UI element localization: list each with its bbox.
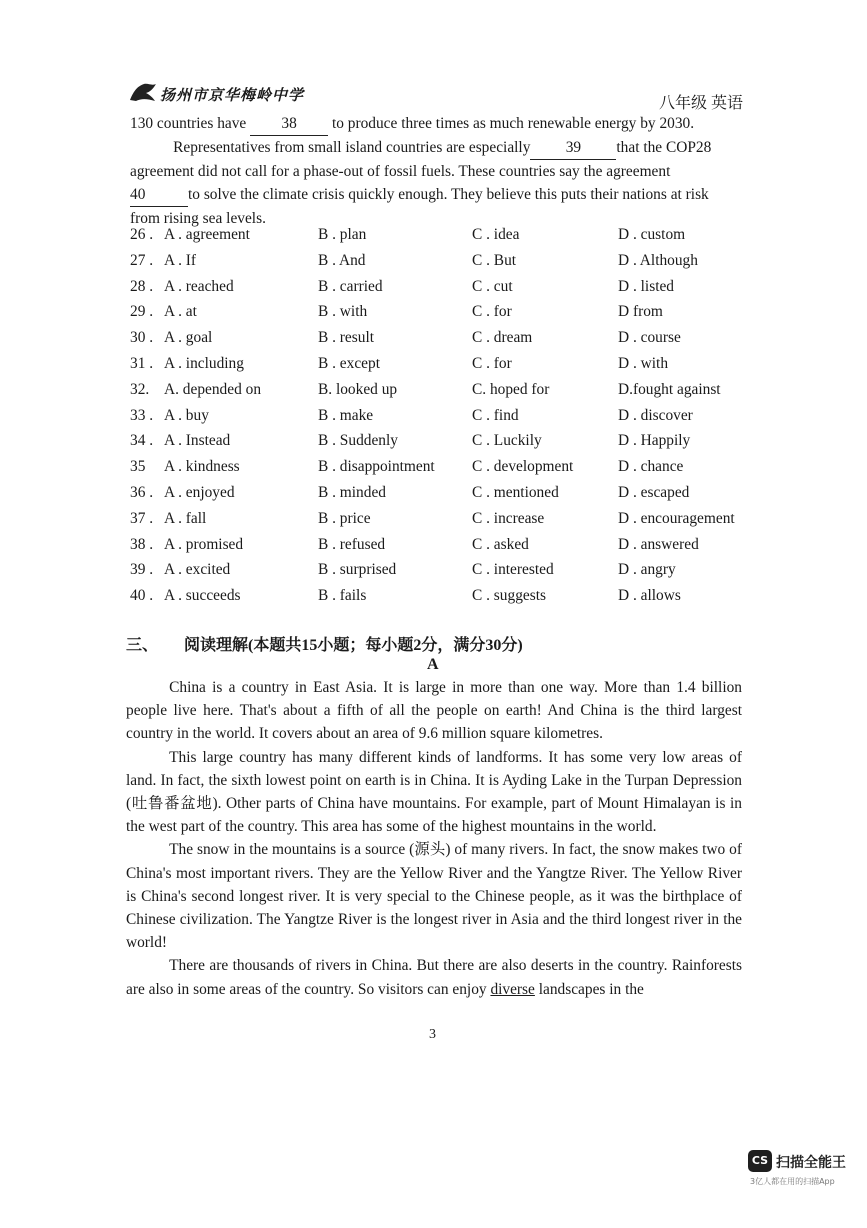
option-b: B . plan xyxy=(318,226,367,243)
option-b: B . surprised xyxy=(318,561,397,579)
option-a: A. depended on xyxy=(164,380,262,398)
question-number: 28 . xyxy=(130,277,154,295)
option-c: C . for xyxy=(472,303,512,321)
section-label: 三、 xyxy=(126,637,159,654)
option-a: A . reached xyxy=(164,277,234,295)
cloze-line-4: 40 to solve the climate crisis quickly enough. They believe this puts their nations at risk xyxy=(130,183,744,207)
cloze-line-2: Representatives from small island countries are especially 39 that the COP28 xyxy=(130,136,744,160)
scanner-name: 扫描全能王 xyxy=(776,1155,846,1171)
option-row xyxy=(130,226,750,252)
option-b: B . price xyxy=(318,509,371,527)
cloze-text xyxy=(130,112,744,230)
option-b: B . make xyxy=(318,406,374,424)
option-d: D . discover xyxy=(618,406,693,424)
option-d: D . with xyxy=(618,354,669,372)
option-row xyxy=(130,355,750,381)
option-d: D . angry xyxy=(618,561,676,579)
option-row xyxy=(130,458,750,484)
cloze-line-3: agreement did not call for a phase-out of fossil fuels. These countries say the agreement xyxy=(130,163,671,180)
option-row xyxy=(130,329,750,355)
option-b: B . fails xyxy=(318,587,367,605)
passage-paragraph-3: The snow in the mountains is a source (源头) of many rivers. In fact, the snow makes two of China's most important rivers. They are the Yellow River and the Yangtze River. The Yellow River is China's second longest river. It is very special to the Chinese people, as it was the birthplace of Chinese civilization. The Yangtze River is the longest river in Asia and the third longest river in the world! xyxy=(126,841,742,952)
option-c: C . for xyxy=(472,354,512,372)
option-d: D . custom xyxy=(618,226,686,243)
option-c: C . idea xyxy=(472,226,520,243)
option-a: A . excited xyxy=(164,561,231,579)
question-number: 33 . xyxy=(130,406,154,424)
grade-subject: 八年级 英语 xyxy=(658,95,743,112)
question-number: 38 . xyxy=(130,535,154,553)
question-number: 30 . xyxy=(130,329,154,347)
question-number: 27 . xyxy=(130,251,154,269)
option-a: A . including xyxy=(164,354,244,372)
option-a: A . If xyxy=(164,251,197,269)
option-d: D . listed xyxy=(618,277,675,295)
question-number: 34 . xyxy=(130,432,154,450)
option-c: C . interested xyxy=(472,561,554,579)
option-c: C . asked xyxy=(472,535,529,553)
option-row xyxy=(130,407,750,433)
question-number: 26 . xyxy=(130,226,154,243)
question-number: 29 . xyxy=(130,303,154,321)
option-c: C . increase xyxy=(472,509,545,527)
option-d: D . answered xyxy=(618,535,699,553)
blank-38: 38 xyxy=(250,112,328,136)
option-row xyxy=(130,484,750,510)
option-row xyxy=(130,278,750,304)
question-number: 32. xyxy=(130,380,150,398)
option-d: D . course xyxy=(618,329,681,347)
scanner-badge-icon: CS xyxy=(748,1150,772,1172)
option-d: D from xyxy=(618,303,663,321)
option-a: A . promised xyxy=(164,535,244,553)
option-a: A . fall xyxy=(164,509,207,527)
passage-paragraph-2: This large country has many different kinds of landforms. It has some very low areas of land. In fact, the sixth lowest point on earth is in China. It is Ayding Lake in the Turpan Depression (吐鲁番盆地). Other parts of China have mountains. For example, part of Mount Himalayan is in the west part of the country. This area has some of the highest mountains in the world. xyxy=(126,748,742,836)
option-row xyxy=(130,561,750,587)
option-c: C . mentioned xyxy=(472,483,559,501)
question-number: 35 xyxy=(130,458,146,476)
option-d: D . Although xyxy=(618,251,698,269)
option-c: C . suggests xyxy=(472,587,546,605)
option-row xyxy=(130,381,750,407)
option-d: D . chance xyxy=(618,458,684,476)
passage-title: A xyxy=(427,656,439,673)
option-row xyxy=(130,536,750,562)
option-a: A . buy xyxy=(164,406,209,424)
option-b: B. looked up xyxy=(318,380,398,398)
blank-39: 39 xyxy=(530,136,616,160)
passage-paragraph-1: China is a country in East Asia. It is large in more than one way. More than 1.4 billion people live here. That's about a fifth of all the people on earth! And China is the third largest country in the world. It covers about an area of 9.6 million square kilometres. xyxy=(126,679,742,743)
option-b: B . Suddenly xyxy=(318,432,398,450)
option-d: D.fought against xyxy=(618,380,721,398)
question-number: 31 . xyxy=(130,354,154,372)
option-a: A . succeeds xyxy=(164,587,241,605)
cloze-line-5: from rising sea levels. xyxy=(130,210,266,227)
option-c: C . cut xyxy=(472,277,513,295)
option-c: C . But xyxy=(472,251,517,269)
option-b: B . minded xyxy=(318,483,386,501)
option-row xyxy=(130,587,750,613)
option-a: A . at xyxy=(164,303,197,321)
option-c: C . development xyxy=(472,458,574,476)
option-d: D . encouragement xyxy=(618,509,735,527)
school-name: 扬州市京华梅岭中学 xyxy=(160,88,305,104)
option-a: A . Instead xyxy=(164,432,231,450)
option-row xyxy=(130,510,750,536)
option-d: D . escaped xyxy=(618,483,690,501)
passage-paragraph-4: There are thousands of rivers in China. But there are also deserts in the country. Rainforests are also in some areas of the country. So visitors can enjoy diverse landscapes in the xyxy=(126,957,742,998)
option-c: C . Luckily xyxy=(472,432,542,450)
option-row xyxy=(130,252,750,278)
option-b: B . except xyxy=(318,354,380,372)
section-heading xyxy=(126,632,523,655)
option-b: B . carried xyxy=(318,277,383,295)
option-row xyxy=(130,303,750,329)
page-number: 3 xyxy=(429,1027,436,1042)
option-b: B . And xyxy=(318,251,366,269)
school-logo xyxy=(128,80,158,104)
option-b: B . refused xyxy=(318,535,386,553)
section-title: 阅读理解(本题共15小题；每小题2分，满分30分) xyxy=(184,637,523,654)
option-a: A . enjoyed xyxy=(164,483,235,501)
option-row xyxy=(130,432,750,458)
option-d: D . allows xyxy=(618,587,681,605)
option-a: A . agreement xyxy=(164,226,250,243)
option-c: C. hoped for xyxy=(472,380,550,398)
question-number: 40 . xyxy=(130,587,154,605)
option-c: C . dream xyxy=(472,329,533,347)
cloze-line-1: 130 countries have 38 to produce three times as much renewable energy by 2030. xyxy=(130,112,744,136)
option-b: B . disappointment xyxy=(318,458,435,476)
option-d: D . Happily xyxy=(618,432,691,450)
option-b: B . result xyxy=(318,329,375,347)
question-number: 36 . xyxy=(130,483,154,501)
scanner-tagline: 3亿人都在用的扫描App xyxy=(750,1177,835,1186)
option-b: B . with xyxy=(318,303,368,321)
option-list xyxy=(130,226,750,613)
reading-passage xyxy=(126,676,742,1001)
underlined-word: diverse xyxy=(490,980,535,998)
blank-40: 40 xyxy=(130,183,188,207)
question-number: 37 . xyxy=(130,509,154,527)
option-a: A . goal xyxy=(164,329,213,347)
question-number: 39 . xyxy=(130,561,154,579)
option-c: C . find xyxy=(472,406,519,424)
option-a: A . kindness xyxy=(164,458,240,476)
